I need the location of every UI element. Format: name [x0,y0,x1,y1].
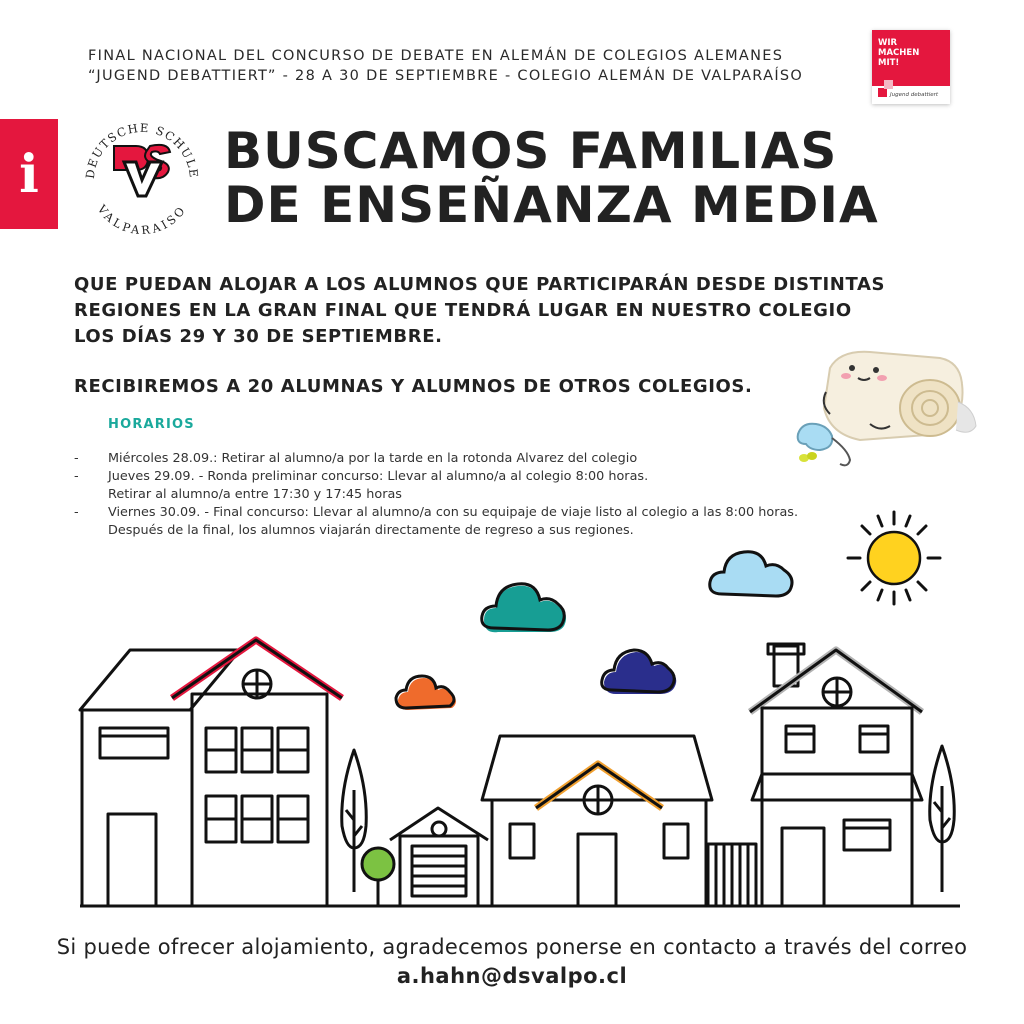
info-icon: i [0,119,58,229]
house-icon [482,736,712,906]
cloud-icon [478,572,570,638]
sleeping-bag-icon [790,338,980,478]
schedule-item: - Jueves 29.09. - Ronda preliminar concurso: Llevar al alumno/a al colegio 8:00 horas. [74,469,649,484]
schedule-item: - Viernes 30.09. - Final concurso: Llevar al alumno/a con su equipaje de viaje listo al colegio a las 8:00 horas. [74,505,799,520]
page-title-line-1: BUSCAMOS FAMILIAS [224,122,838,180]
lead-line-3: LOS DÍAS 29 Y 30 DE SEPTIEMBRE. [74,326,443,347]
house-icon [80,640,342,906]
wir-machen-mit-badge [872,30,950,104]
header-line-1: FINAL NACIONAL DEL CONCURSO DE DEBATE EN ALEMÁN DE COLEGIOS ALEMANES [88,48,784,64]
lead-line-1: QUE PUEDAN ALOJAR A LOS ALUMNOS QUE PARTICIPARÁN DESDE DISTINTAS [74,274,886,295]
logo-top-text: DEUTSCHE SCHULE [82,120,202,180]
tree-icon [362,848,394,906]
badge-square-pink [884,80,893,89]
logo-bottom-text: VALPARAISO [94,202,190,234]
schedule-title: HORARIOS [108,417,195,432]
logo-mark-icon [114,145,170,196]
schedule-item-continuation: Retirar al alumno/a entre 17:30 y 17:45 horas [108,487,402,502]
badge-red-area [872,30,950,86]
town-illustration [60,630,980,920]
schedule-item: - Miércoles 28.09.: Retirar al alumno/a por la tarde en la rotonda Alvarez del colegio [74,451,638,466]
fence [708,844,756,906]
school-logo [76,112,206,234]
cloud-icon [706,538,798,600]
contact-email-link[interactable]: a.hahn@dsvalpo.cl [396,964,628,988]
badge-text-3: MIT! [878,58,900,68]
badge-square-red [878,88,887,97]
header-line-2: “JUGEND DEBATTIERT” - 28 A 30 DE SEPTIEMBRE - COLEGIO ALEMÁN DE VALPARAÍSO [88,68,804,84]
sun-icon [842,508,946,608]
badge-text-2: MACHEN [878,48,920,58]
garage-icon [390,808,488,906]
tree-icon [930,746,955,892]
lead-line-2: REGIONES EN LA GRAN FINAL QUE TENDRÁ LUGAR EN NUESTRO COLEGIO [74,300,852,321]
house-icon [750,644,922,906]
lead-line-4: RECIBIREMOS A 20 ALUMNAS Y ALUMNOS DE OTROS COLEGIOS. [74,376,753,397]
contact-text: Si puede ofrecer alojamiento, agradecemos ponerse en contacto a través del correo [56,935,968,959]
schedule-item-continuation: Después de la final, los alumnos viajarán directamente de regreso a sus regiones. [108,523,634,538]
badge-footer: Jugend debattiert [890,92,939,98]
page-title-line-2: DE ENSEÑANZA MEDIA [224,176,879,234]
badge-text-1: WIR [878,38,898,48]
